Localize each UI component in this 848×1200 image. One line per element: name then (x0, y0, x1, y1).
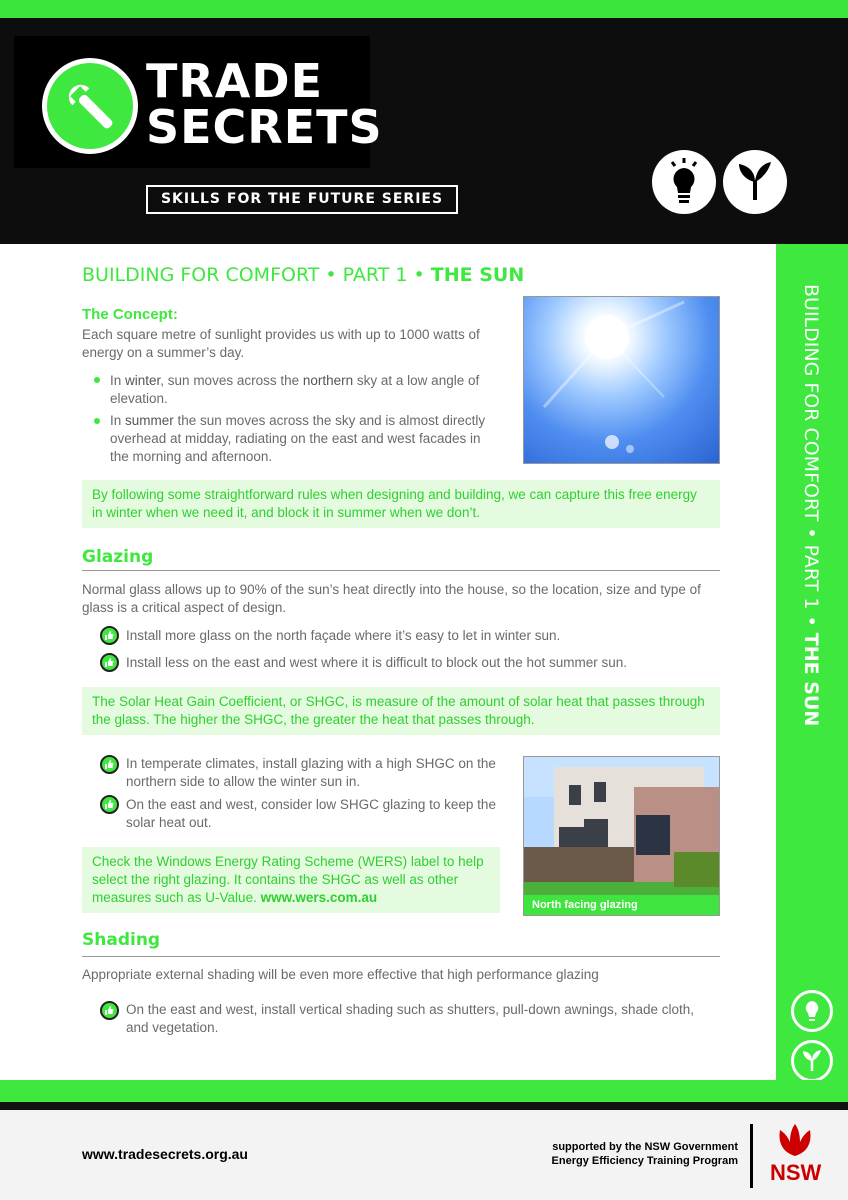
lightbulb-icon (652, 150, 716, 214)
glazing-rule (82, 570, 720, 571)
shading-tip: On the east and west, install vertical shading such as shutters, pull-down awnings, shade cloth, and vegetation. (126, 1002, 695, 1035)
page-title-part2: THE SUN (430, 264, 525, 286)
page-title-part1: BUILDING FOR COMFORT • PART 1 • (82, 264, 425, 286)
waratah-icon (770, 1122, 820, 1158)
side-title-part2: THE SUN (800, 632, 822, 727)
nsw-logo-text: NSW (770, 1160, 822, 1185)
glazing-tip: On the east and west, consider low SHGC glazing to keep the solar heat out. (126, 797, 496, 830)
bullet-text: In (110, 373, 126, 388)
footer-support (520, 1140, 738, 1168)
lightbulb-icon (791, 990, 833, 1032)
glazing-heading: Glazing (82, 547, 154, 567)
concept-bullet-winter (110, 372, 500, 408)
house-photo (523, 756, 720, 916)
footer-divider (750, 1124, 753, 1188)
thumbs-up-icon (100, 653, 119, 672)
shading-heading: Shading (82, 930, 161, 950)
sun-photo (523, 296, 720, 464)
side-title-part1: BUILDING FOR COMFORT • PART 1 • (800, 284, 822, 627)
concept-callout: By following some straightforward rules when designing and building, we can capture this free energy in winter when we need it, and block it in summer when we don’t. (82, 480, 720, 528)
thumbs-up-icon (100, 755, 119, 774)
wers-callout-text: Check the Windows Energy Rating Scheme (WERS) label to help select the right glazing. It contains the SHGC as well as other measures such as U-Value. (92, 854, 484, 905)
glazing-intro: Normal glass allows up to 90% of the sun’s heat directly into the house, so the location, size and type of glass is a critical aspect of design. (82, 582, 701, 615)
bottom-separator (0, 1102, 848, 1110)
seedling-icon (723, 150, 787, 214)
concept-heading: The Concept: (82, 306, 178, 323)
bottom-green-bar (0, 1080, 848, 1102)
header (0, 18, 848, 244)
bullet-emphasis: northern (302, 373, 354, 388)
logo-line-1: TRADE (146, 54, 324, 108)
footer-support-line1: supported by the NSW Government (552, 1141, 738, 1153)
wers-link[interactable]: www.wers.com.au (260, 890, 378, 905)
thumbs-up-icon (100, 1001, 119, 1020)
wers-callout (82, 847, 500, 913)
glazing-tip: Install more glass on the north façade where it’s easy to let in winter sun. (126, 628, 561, 643)
footer-url[interactable]: www.tradesecrets.org.au (82, 1146, 248, 1162)
bullet-emphasis: winter (125, 373, 161, 388)
bullet-text: In (110, 413, 126, 428)
top-green-bar (0, 0, 848, 18)
thumbs-up-icon (100, 626, 119, 645)
bullet-text: , sun moves across the (160, 373, 303, 388)
footer-support-line2: Energy Efficiency Training Program (551, 1155, 738, 1167)
concept-bullet-summer (110, 412, 500, 466)
shading-intro: Appropriate external shading will be even more effective that high performance glazing (82, 967, 599, 982)
glazing-tip: Install less on the east and west where it is difficult to block out the hot summer sun. (126, 655, 628, 670)
bullet-text: the sun moves across the sky and is almost directly overhead at midday, radiating on the east and west facades in the morning and afternoon. (110, 413, 486, 464)
glazing-tip: In temperate climates, install glazing with a high SHGC on the northern side to allow the winter sun in. (126, 756, 496, 789)
bullet-text: sky at a low angle of elevation. (110, 373, 480, 406)
series-label: SKILLS FOR THE FUTURE SERIES (146, 185, 458, 214)
bullet-emphasis: summer (125, 413, 174, 428)
page-title (82, 264, 524, 286)
wrench-icon (42, 58, 138, 154)
seedling-icon (791, 1040, 833, 1082)
logo-text (146, 54, 383, 154)
bullet-dot (94, 418, 100, 424)
house-photo-caption: North facing glazing (524, 895, 719, 915)
shading-rule (82, 956, 720, 957)
side-title (800, 284, 822, 726)
trade-secrets-logo (14, 36, 383, 168)
bullet-dot (94, 377, 100, 383)
shgc-callout: The Solar Heat Gain Coefficient, or SHGC, is measure of the amount of solar heat that passes through the glass. The higher the SHGC, the greater the heat that passes through. (82, 687, 720, 735)
concept-intro: Each square metre of sunlight provides us with up to 1000 watts of energy on a summer’s day. (82, 327, 480, 360)
thumbs-up-icon (100, 795, 119, 814)
logo-line-2: SECRETS (146, 100, 383, 154)
